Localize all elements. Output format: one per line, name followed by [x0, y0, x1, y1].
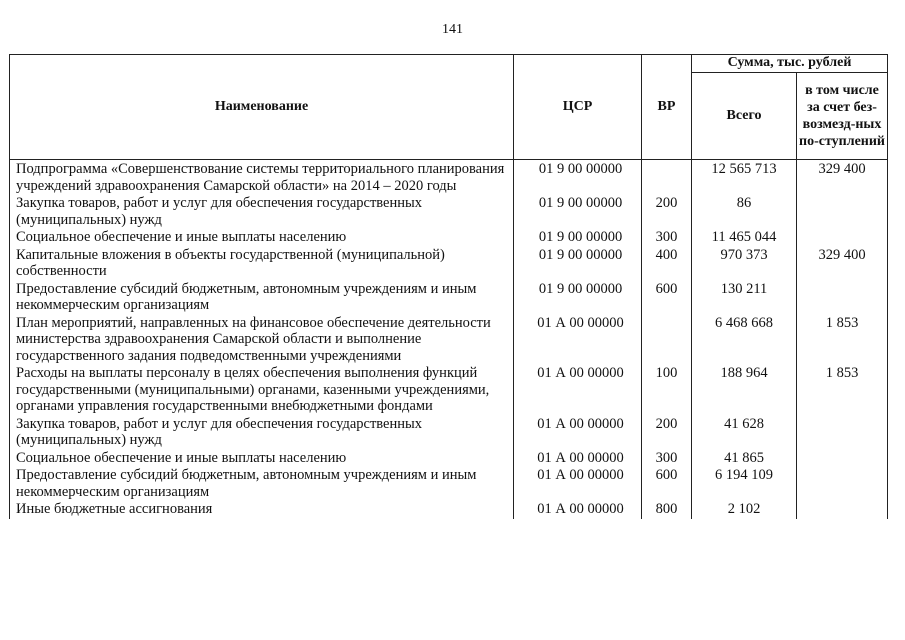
row-name: Капитальные вложения в объекты государственной (муниципальной) собственности: [10, 247, 514, 281]
row-total: 970 373: [692, 247, 797, 281]
row-vr: 600: [642, 281, 692, 315]
row-csr: 01 А 00 00000: [514, 315, 642, 366]
row-name: Закупка товаров, работ и услуг для обеспечения государственных (муниципальных) нужд: [10, 195, 514, 229]
row-name: План мероприятий, направленных на финансовое обеспечение деятельности министерства здравоохранения Самарской области и выполнение государственного задания подведомственными учреждениями: [10, 315, 514, 366]
row-total: 12 565 713: [692, 160, 797, 196]
row-total: 41 628: [692, 416, 797, 450]
table-row: [10, 450, 888, 468]
row-total: 41 865: [692, 450, 797, 468]
table-row: [10, 315, 888, 366]
row-name: Предоставление субсидий бюджетным, автономным учреждениям и иным некоммерческим организациям: [10, 281, 514, 315]
table-body: [10, 160, 888, 519]
row-name: Иные бюджетные ассигнования: [10, 501, 514, 519]
row-csr: 01 А 00 00000: [514, 501, 642, 519]
row-csr: 01 А 00 00000: [514, 450, 642, 468]
row-free: 329 400: [797, 247, 888, 281]
table-row: [10, 467, 888, 501]
table-row: [10, 365, 888, 416]
table-row: [10, 247, 888, 281]
row-name: Социальное обеспечение и иные выплаты населению: [10, 229, 514, 247]
row-free: [797, 229, 888, 247]
row-name: Расходы на выплаты персоналу в целях обеспечения выполнения функций государственными (муниципальными) органами, казенными учреждениями, органами управления государственными внебюджетными фондами: [10, 365, 514, 416]
table-row: [10, 416, 888, 450]
row-csr: 01 А 00 00000: [514, 365, 642, 416]
row-vr: [642, 160, 692, 196]
row-csr: 01 9 00 00000: [514, 229, 642, 247]
row-total: 2 102: [692, 501, 797, 519]
page-number: 141: [442, 22, 463, 37]
row-vr: 600: [642, 467, 692, 501]
row-csr: 01 9 00 00000: [514, 160, 642, 196]
row-free: [797, 467, 888, 501]
header-sum-group: Сумма, тыс. рублей: [692, 55, 888, 73]
row-free: 329 400: [797, 160, 888, 196]
row-name: Предоставление субсидий бюджетным, автономным учреждениям и иным некоммерческим организациям: [10, 467, 514, 501]
row-vr: [642, 315, 692, 366]
row-vr: 200: [642, 195, 692, 229]
row-total: 130 211: [692, 281, 797, 315]
header-free: в том числе за счет без-возмезд-ных по-ступлений: [797, 72, 888, 160]
row-name: Подпрограмма «Совершенствование системы территориального планирования учреждений здравоохранения Самарской области» на 2014 – 2020 годы: [10, 160, 514, 196]
row-name: Закупка товаров, работ и услуг для обеспечения государственных (муниципальных) нужд: [10, 416, 514, 450]
row-csr: 01 А 00 00000: [514, 416, 642, 450]
row-free: 1 853: [797, 365, 888, 416]
row-total: 11 465 044: [692, 229, 797, 247]
row-vr: 400: [642, 247, 692, 281]
table-row: [10, 195, 888, 229]
header-csr: ЦСР: [514, 55, 642, 160]
row-vr: 300: [642, 229, 692, 247]
table-row: [10, 229, 888, 247]
row-free: [797, 501, 888, 519]
header-total: Всего: [692, 72, 797, 160]
row-vr: 100: [642, 365, 692, 416]
row-csr: 01 9 00 00000: [514, 281, 642, 315]
row-csr: 01 А 00 00000: [514, 467, 642, 501]
row-free: [797, 195, 888, 229]
row-csr: 01 9 00 00000: [514, 195, 642, 229]
row-vr: 300: [642, 450, 692, 468]
table-row: [10, 501, 888, 519]
row-free: [797, 281, 888, 315]
table-row: [10, 281, 888, 315]
row-total: 86: [692, 195, 797, 229]
budget-table: [9, 54, 888, 519]
header-name: Наименование: [10, 55, 514, 160]
row-free: [797, 416, 888, 450]
header-vr: ВР: [642, 55, 692, 160]
row-name: Социальное обеспечение и иные выплаты населению: [10, 450, 514, 468]
table-header: [10, 55, 888, 160]
row-free: 1 853: [797, 315, 888, 366]
table-row: [10, 160, 888, 196]
row-vr: 200: [642, 416, 692, 450]
row-total: 188 964: [692, 365, 797, 416]
row-total: 6 468 668: [692, 315, 797, 366]
row-total: 6 194 109: [692, 467, 797, 501]
row-free: [797, 450, 888, 468]
row-csr: 01 9 00 00000: [514, 247, 642, 281]
row-vr: 800: [642, 501, 692, 519]
